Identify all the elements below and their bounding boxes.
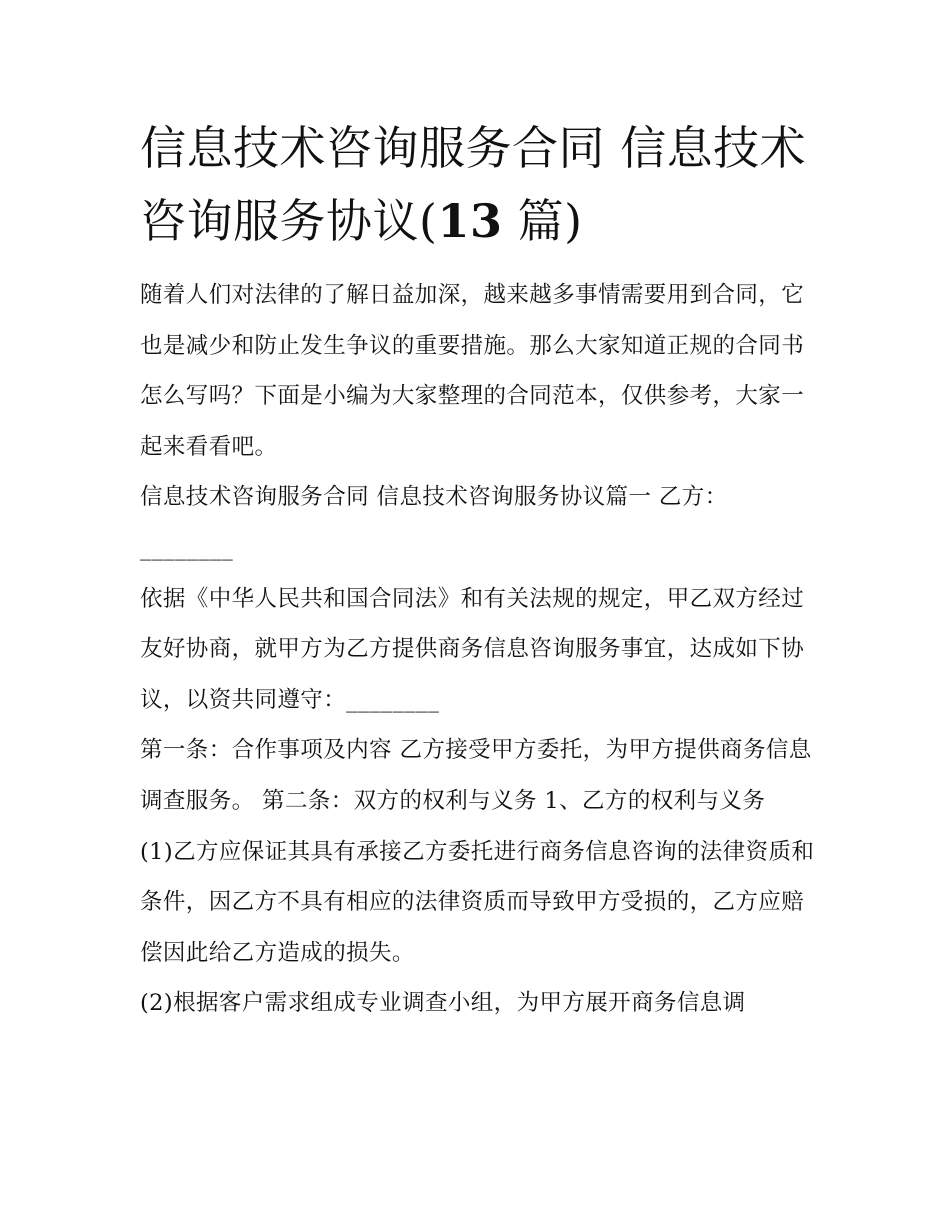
section-heading-line: 信息技术咨询服务合同 信息技术咨询服务协议篇一 乙方： — [140, 484, 728, 511]
clause-1-paragraph: (1)乙方应保证其具有承接乙方委托进行商务信息咨询的法律资质和条件，因乙方不具有相应的法律资质而导致甲方受损的，乙方应赔偿因此给乙方造成的损失。 — [140, 838, 815, 966]
title-text-part1: 信息技术咨询服务合同 信息技术咨询服务协议( — [140, 121, 807, 248]
basis-paragraph: 依据《中华人民共和国合同法》和有关法规的规定，甲乙双方经过友好协商，就甲方为乙方提供商务信息咨询服务事宜，达成如下协议，以资共同遵守：________ — [140, 585, 805, 713]
title-count: 13 — [437, 194, 503, 248]
article-one-paragraph: 第一条：合作事项及内容 乙方接受甲方委托，为甲方提供商务信息调查服务。 第二条：双方的权利与义务 1、乙方的权利与义务 — [140, 737, 812, 814]
clause-2-paragraph: (2)根据客户需求组成专业调查小组，为甲方展开商务信息调 — [140, 990, 746, 1017]
title-text-part3: 篇) — [502, 194, 583, 248]
intro-paragraph: 随着人们对法律的了解日益加深，越来越多事情需要用到合同，它也是减少和防止发生争议的重要措施。那么大家知道正规的合同书怎么写吗？下面是小编为大家整理的合同范本，仅供参考，大家一起来看看吧。 — [140, 282, 805, 460]
party-b-blank: ________ — [140, 534, 234, 561]
document-title — [140, 112, 820, 258]
document-body — [140, 112, 820, 1029]
